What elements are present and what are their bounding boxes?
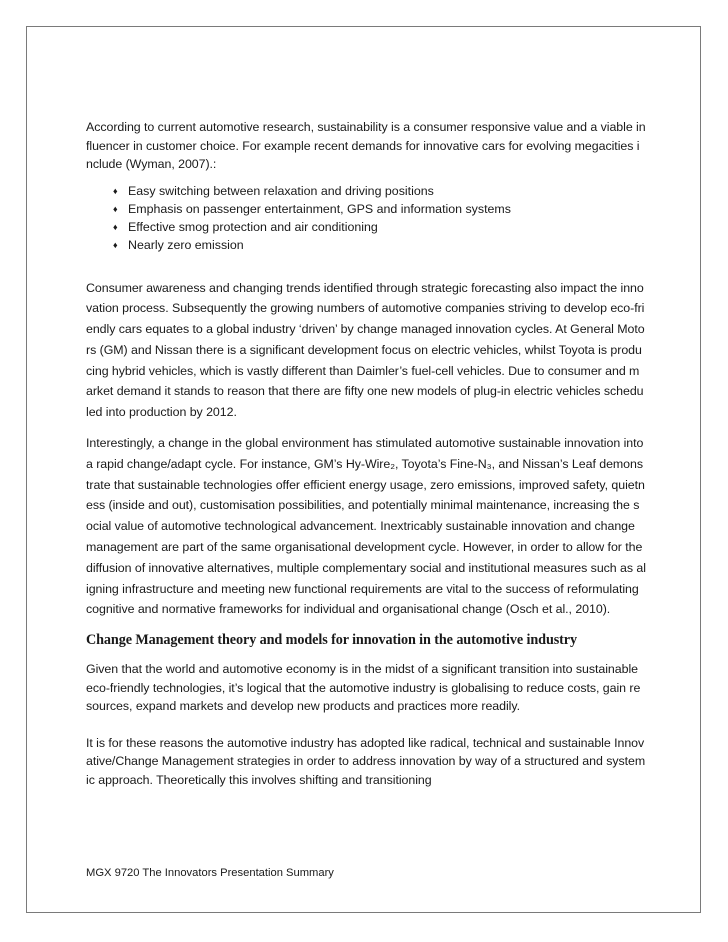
bullet-item [86,218,646,236]
global-environment-paragraph: Interestingly, a change in the global environment has stimulated automotive sustainable innovation into a rapid change/adapt cycle. For instance, GM’s Hy-Wire₂, Toyota’s Fine-N₃, and Nissan’s Leaf demonstrate that sustainable technologies offer efficient energy usage, zero emissions, improved safety, quietness (inside and out), customisation possibilities, and potentially minimal maintenance, increasing the social value of automotive technological advancement. Inextricably sustainable innovation and change management are part of the same organisational development cycle. However, in order to allow for the diffusion of innovative alternatives, multiple complementary social and institutional measures such as aligning infrastructure and meeting new functional requirements are vital to the success of reformulating cognitive and normative frameworks for individual and organisational change (Osch et al., 2010). [86,436,646,617]
bullet-item-text: Effective smog protection and air conditioning [128,219,378,234]
diamond-bullet-icon: ♦ [113,185,118,196]
page-footer: MGX 9720 The Innovators Presentation Summary [86,867,334,879]
intro-paragraph: According to current automotive research, sustainability is a consumer responsive value and a viable influencer in customer choice. For example recent demands for innovative cars for evolving megacities include (Wyman, 2007).: [86,120,646,171]
consumer-awareness-paragraph: Consumer awareness and changing trends identified through strategic forecasting also impact the innovation process. Subsequently the growing numbers of automotive companies striving to develop eco-friendly cars equates to a global industry ‘driven’ by change managed innovation cycles. At General Motors (GM) and Nissan there is a significant development focus on electric vehicles, whilst Toyota is producing hybrid vehicles, which is vastly different than Daimler’s fuel-cell vehicles. Due to consumer and market demand it stands to reason that there are fifty one new models of plug-in electric vehicles scheduled into production by 2012. [86,280,645,420]
diamond-bullet-icon: ♦ [113,203,118,214]
bullet-item-text: Emphasis on passenger entertainment, GPS and information systems [128,201,511,216]
transition-paragraph: Given that the world and automotive economy is in the midst of a significant transition into sustainable eco-friendly technologies, it’s logical that the automotive industry is globalising to reduce costs, gain resources, expand markets and develop new products and practices more readily. [86,662,641,714]
bullet-item-text: Easy switching between relaxation and driving positions [128,183,434,198]
bullet-item [86,182,646,200]
page-content [86,118,646,789]
diamond-bullet-icon: ♦ [113,221,118,232]
bullet-item [86,200,646,218]
bullet-item [86,236,646,254]
diamond-bullet-icon: ♦ [113,239,118,250]
requirements-bullet-list [86,182,646,254]
section-heading: Change Management theory and models for innovation in the automotive industry [86,632,577,649]
bullet-item-text: Nearly zero emission [128,237,244,252]
reasons-paragraph: It is for these reasons the automotive industry has adopted like radical, technical and sustainable Innovative/Change Management strategies in order to address innovation by way of a structured and systemic approach. Theoretically this involves shifting and transitioning [86,735,646,787]
